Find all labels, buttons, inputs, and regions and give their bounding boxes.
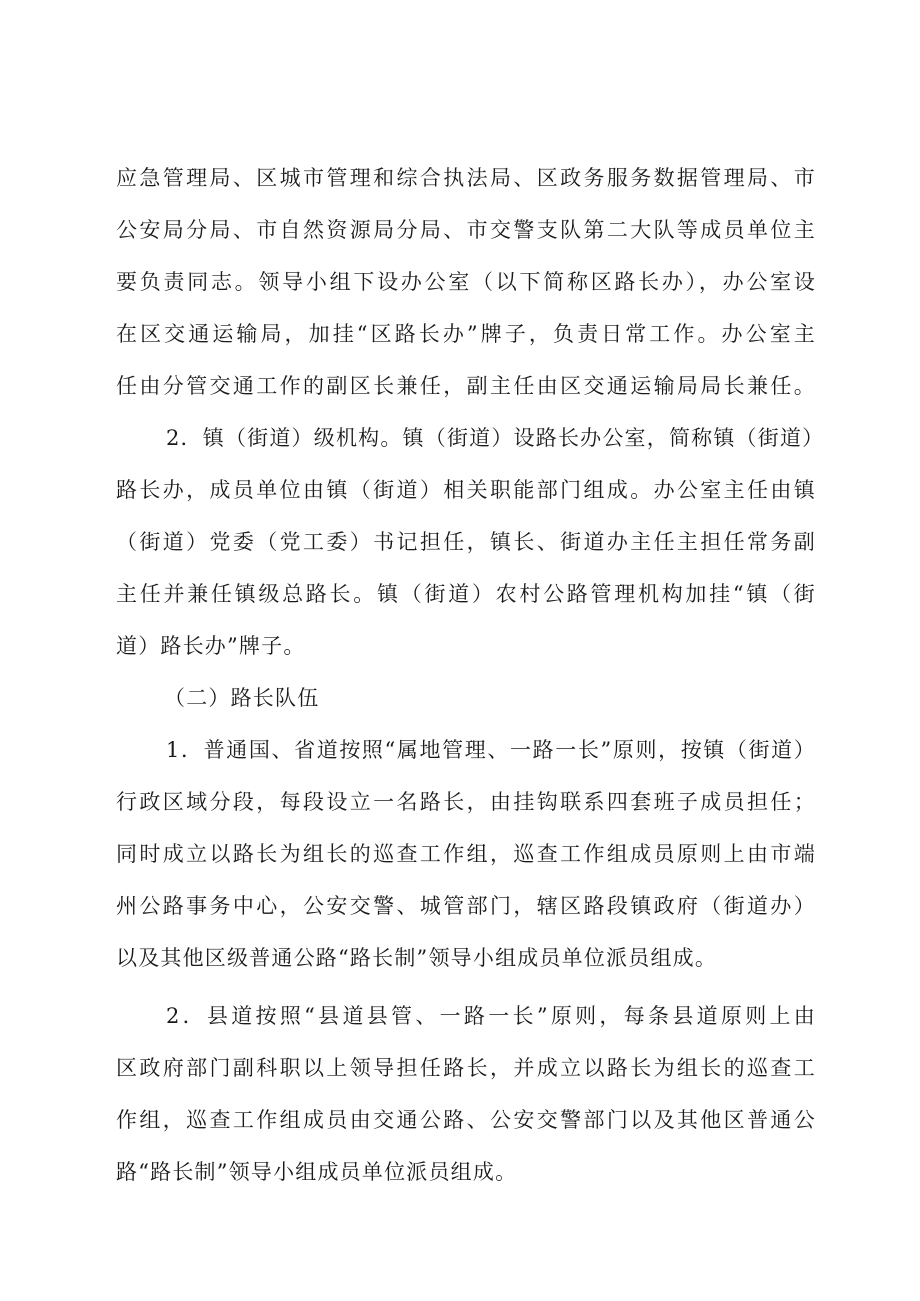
paragraph-line: 区政府部门副科职以上领导担任路长，并成立以路长为组长的巡查工: [116, 1056, 816, 1080]
paragraph-line: 应急管理局、区城市管理和综合执法局、区政务服务数据管理局、市: [116, 166, 816, 190]
paragraph-line: 2．镇（街道）级机构。镇（街道）设路长办公室，简称镇（街道）: [166, 426, 825, 450]
paragraph-line: （街道）党委（党工委）书记担任，镇长、街道办主任主担任常务副: [116, 530, 816, 554]
paragraph-line: 2．县道按照“县道县管、一路一长”原则，每条县道原则上由: [166, 1004, 816, 1028]
paragraph-line: 以及其他区级普通公路“路长制”领导小组成员单位派员组成。: [116, 946, 718, 970]
paragraph-line: 州公路事务中心，公安交警、城管部门，辖区路段镇政府（街道办）: [116, 894, 816, 918]
paragraph-line: 作组，巡查工作组成员由交通公路、公安交警部门以及其他区普通公: [116, 1108, 816, 1132]
paragraph-line: 1．普通国、省道按照“属地管理、一路一长”原则，按镇（街道）: [166, 738, 816, 762]
section-heading: （二）路长队伍: [164, 686, 320, 710]
paragraph-line: 主任并兼任镇级总路长。镇（街道）农村公路管理机构加挂“镇（街: [116, 582, 816, 606]
paragraph-line: 任由分管交通工作的副区长兼任，副主任由区交通运输局局长兼任。: [116, 374, 816, 398]
paragraph-line: 路“路长制”领导小组成员单位派员组成。: [116, 1160, 518, 1184]
paragraph-line: 公安局分局、市自然资源局分局、市交警支队第二大队等成员单位主: [116, 218, 816, 242]
paragraph-line: 要负责同志。领导小组下设办公室（以下简称区路长办），办公室设: [116, 270, 816, 294]
paragraph-line: 行政区域分段，每段设立一名路长，由挂钩联系四套班子成员担任；: [116, 790, 816, 814]
paragraph-line: 道）路长办”牌子。: [116, 634, 306, 658]
paragraph-line: 同时成立以路长为组长的巡查工作组，巡查工作组成员原则上由市端: [116, 842, 816, 866]
paragraph-line: 在区交通运输局，加挂“区路长办”牌子，负责日常工作。办公室主: [116, 322, 816, 346]
paragraph-line: 路长办，成员单位由镇（街道）相关职能部门组成。办公室主任由镇: [116, 478, 816, 502]
